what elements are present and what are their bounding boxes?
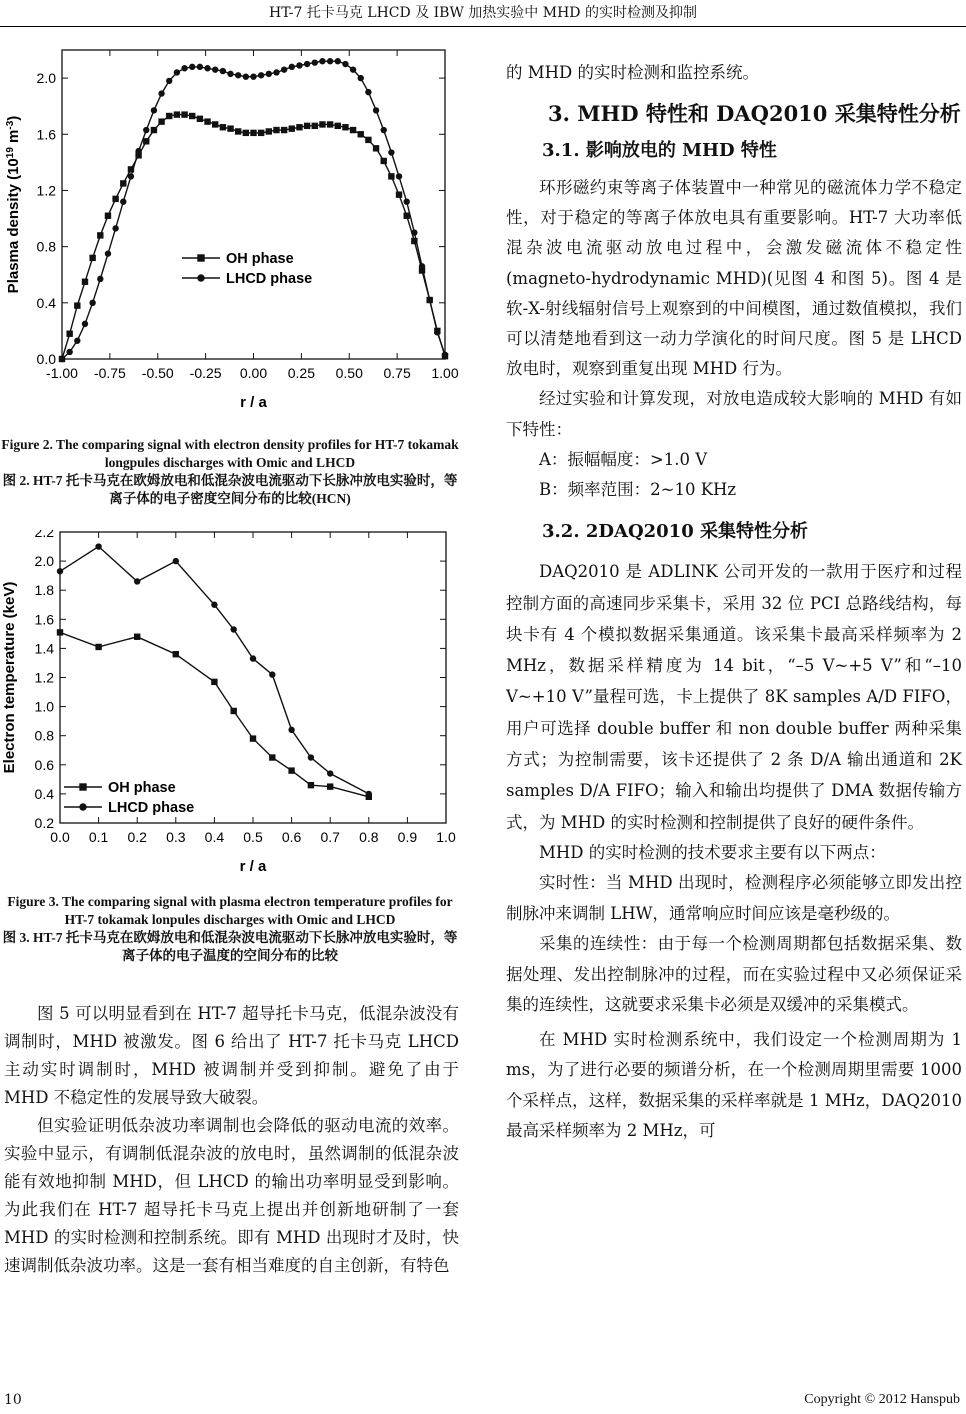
- data-point-circle: [235, 72, 241, 78]
- data-point-circle: [197, 274, 204, 281]
- legend-label: LHCD phase: [226, 271, 313, 287]
- y-tick-label: 0.8: [36, 238, 56, 255]
- data-point-circle: [243, 73, 249, 79]
- figure-3-chart: [0, 530, 470, 890]
- data-point-square: [189, 113, 195, 119]
- y-tick-label: 1.2: [34, 669, 54, 686]
- data-point-circle: [289, 64, 295, 70]
- data-point-circle: [288, 727, 294, 733]
- data-point-circle: [82, 321, 88, 327]
- x-tick-label: 0.2: [127, 829, 147, 845]
- data-point-square: [112, 196, 118, 202]
- data-point-square: [227, 125, 233, 131]
- data-point-square: [312, 123, 318, 129]
- data-point-circle: [366, 791, 372, 797]
- data-point-square: [258, 130, 264, 136]
- data-point-circle: [89, 300, 95, 306]
- y-tick-label: 1.6: [34, 611, 54, 628]
- data-point-circle: [97, 276, 103, 282]
- copyright: Copyright © 2012 Hanspub: [804, 1392, 960, 1407]
- y-axis-label-part: ): [5, 115, 22, 121]
- x-tick-label: 0.50: [335, 365, 363, 381]
- x-tick-label: 0.0: [50, 829, 70, 845]
- data-point-square: [381, 158, 387, 164]
- x-tick-label: 0.25: [287, 365, 315, 381]
- x-axis-label: r / a: [240, 394, 267, 411]
- data-point-circle: [442, 352, 448, 358]
- section-title: 3. MHD 特性和 DAQ2010 采集特性分析: [548, 101, 961, 126]
- y-axis-label-exponent: -3: [4, 120, 16, 130]
- data-point-circle: [181, 65, 187, 71]
- data-point-circle: [211, 602, 217, 608]
- y-tick-label: 2.0: [36, 70, 56, 87]
- data-point-square: [212, 121, 218, 127]
- data-point-square: [174, 111, 180, 117]
- data-point-square: [120, 180, 126, 186]
- right-column-text: [506, 58, 962, 1147]
- x-tick-label: 0.1: [88, 829, 109, 845]
- y-tick-label: 1.8: [34, 582, 54, 599]
- x-axis-label: r / a: [239, 858, 267, 875]
- data-point-square: [151, 127, 157, 133]
- y-tick-label: 0.4: [34, 785, 54, 802]
- data-point-circle: [128, 173, 134, 179]
- data-point-circle: [419, 263, 425, 269]
- x-tick-label: -0.50: [141, 365, 174, 381]
- x-tick-label: 0.75: [383, 365, 411, 381]
- series-line: [62, 61, 445, 359]
- figure-2-chart: [0, 40, 470, 435]
- data-point-circle: [250, 655, 256, 661]
- y-tick-label: 1.0: [34, 698, 54, 715]
- data-point-square: [342, 124, 348, 130]
- data-point-circle: [227, 71, 233, 77]
- x-tick-label: 0.00: [239, 365, 268, 381]
- data-point-square: [134, 634, 140, 640]
- y-axis-label-part: Plasma density (10: [5, 158, 22, 294]
- paragraph: 的 MHD 的实时检测和监控系统。: [506, 63, 760, 82]
- data-point-square: [158, 118, 164, 124]
- figure-3-caption: [0, 893, 460, 965]
- paragraph: 在 MHD 实时检测系统中，我们设定一个检测周期为 1 ms，为了进行必要的频谱分析，在一个检测周期里需要 1000 个采样点，这样，数据采集的采样率就是 1 MHz，DAQ2010 最高采样频率为 2 MHz，可: [506, 1029, 962, 1141]
- data-point-circle: [112, 225, 118, 231]
- x-tick-label: 0.7: [320, 829, 340, 845]
- paragraph: 经过实验和计算发现，对放电造成较大影响的 MHD 有如下特性：: [506, 389, 962, 439]
- x-tick-label: 0.8: [359, 829, 379, 845]
- data-point-square: [79, 783, 86, 790]
- data-point-circle: [134, 578, 140, 584]
- data-point-square: [396, 191, 402, 197]
- data-point-circle: [79, 803, 86, 810]
- data-point-circle: [434, 329, 440, 335]
- left-column-text: [4, 1000, 459, 1280]
- data-point-circle: [105, 250, 111, 256]
- data-point-square: [335, 123, 341, 129]
- series-line: [60, 632, 369, 796]
- series-line: [60, 547, 369, 794]
- property-b: B：频率范围：2~10 KHz: [539, 480, 737, 500]
- legend-label: OH phase: [108, 780, 176, 796]
- data-point-square: [57, 629, 63, 635]
- data-point-square: [173, 651, 179, 657]
- y-tick-label: 0.8: [34, 727, 54, 744]
- data-point-square: [231, 708, 237, 714]
- x-tick-label: 0.3: [166, 829, 186, 845]
- data-point-circle: [273, 69, 279, 75]
- data-point-circle: [373, 107, 379, 113]
- data-point-circle: [396, 173, 402, 179]
- data-point-square: [66, 331, 72, 337]
- data-point-square: [166, 113, 172, 119]
- data-point-circle: [220, 68, 226, 74]
- data-point-circle: [296, 62, 302, 68]
- y-axis-label: [5, 116, 23, 294]
- x-tick-label: 0.9: [397, 829, 418, 845]
- data-point-square: [266, 128, 272, 134]
- data-point-circle: [404, 198, 410, 204]
- data-point-circle: [189, 64, 195, 70]
- data-point-circle: [57, 568, 63, 574]
- data-point-square: [250, 735, 256, 741]
- running-header: HT-7 托卡马克 LHCD 及 IBW 加热实验中 MHD 的实时检测及抑制: [269, 5, 697, 21]
- data-point-square: [181, 111, 187, 117]
- data-point-circle: [358, 75, 364, 81]
- data-point-circle: [269, 671, 275, 677]
- x-tick-label: -0.25: [189, 365, 222, 381]
- paragraph: MHD 的实时检测的技术要求主要有以下两点：: [539, 842, 886, 862]
- data-point-circle: [204, 65, 210, 71]
- data-point-circle: [304, 61, 310, 67]
- data-point-circle: [66, 349, 72, 355]
- data-point-circle: [174, 69, 180, 75]
- data-point-square: [327, 783, 333, 789]
- data-point-circle: [411, 229, 417, 235]
- legend-label: LHCD phase: [108, 800, 195, 816]
- data-point-circle: [388, 149, 394, 155]
- data-point-square: [220, 124, 226, 130]
- data-point-circle: [266, 71, 272, 77]
- data-point-square: [89, 255, 95, 261]
- data-point-square: [304, 123, 310, 129]
- data-point-circle: [381, 127, 387, 133]
- figure-3-caption-en: Figure 3. The comparing signal with plasma electron temperature profiles for HT-7 tokamak lonpules discharges with Omic and LHCD: [7, 894, 453, 927]
- y-tick-label: 2.0: [34, 553, 54, 570]
- data-point-circle: [350, 66, 356, 72]
- data-point-circle: [95, 543, 101, 549]
- data-point-circle: [312, 59, 318, 65]
- data-point-square: [273, 127, 279, 133]
- data-point-square: [269, 754, 275, 760]
- data-point-circle: [308, 754, 314, 760]
- data-point-circle: [319, 58, 325, 64]
- paragraph: 图 5 可以明显看到在 HT-7 超导托卡马克，低混杂波没有调制时，MHD 被激发。图 6 给出了 HT-7 托卡马克 LHCD 主动实时调制时，MHD 被调制并受到抑制。避免了由于 MHD 不稳定性的发展导致大破裂。: [4, 1004, 459, 1107]
- y-tick-label: 0.4: [36, 294, 56, 311]
- property-a: A：振幅幅度：>1.0 V: [539, 449, 708, 469]
- data-point-circle: [74, 338, 80, 344]
- data-point-square: [281, 127, 287, 133]
- data-point-circle: [166, 78, 172, 84]
- y-tick-label: 2.2: [34, 530, 54, 540]
- data-point-square: [327, 121, 333, 127]
- data-point-circle: [135, 148, 141, 154]
- x-tick-label: 0.4: [204, 829, 225, 845]
- paragraph: 但实验证明低杂波功率调制也会降低的驱动电流的效率。实验中显示，有调制低混杂波的放电时，虽然调制的低混杂波能有效地抑制 MHD，但 LHCD 的输出功率明显受到影响。为此我们在 HT-7 超导托卡马克上提出并创新地研制了一套 MHD 的实时检测和控制系统。即有 MHD 出现时才及时，快速调制低杂波功率。这是一套有相当难度的自主创新，有特色: [4, 1116, 459, 1275]
- legend-label: OH phase: [226, 251, 294, 267]
- x-tick-label: 1.00: [431, 365, 459, 381]
- data-point-square: [105, 213, 111, 219]
- data-point-square: [211, 679, 217, 685]
- data-point-square: [74, 302, 80, 308]
- data-point-square: [358, 131, 364, 137]
- data-point-circle: [158, 90, 164, 96]
- data-point-square: [296, 124, 302, 130]
- data-point-square: [350, 127, 356, 133]
- paragraph: 采集的连续性：由于每一个检测周期都包括数据采集、数据处理、发出控制脉冲的过程，而在实验过程中又必须保证采集的连续性，这就要求采集卡必须是双缓冲的采集模式。: [506, 934, 962, 1015]
- x-tick-label: -0.75: [93, 365, 126, 381]
- x-tick-label: 0.5: [243, 829, 263, 845]
- figure-3-caption-zh: 图 3. HT-7 托卡马克在欧姆放电和低混杂波电流驱动下长脉冲放电实验时，等离子体的电子温度的空间分布的比较: [2, 930, 458, 963]
- y-axis-label: Electron temperature (keV): [1, 581, 18, 774]
- data-point-circle: [342, 61, 348, 67]
- paragraph: 环形磁约束等离子体装置中一种常见的磁流体力学不稳定性，对于稳定的等离子体放电具有重要影响。HT-7 大功率低混杂波电流驱动放电过程中，会激发磁流体不稳定性(magneto-hydrodynamic MHD)(见图 4 和图 5)。图 4 是软-X-射线辐射信号上观察到的中间模图，通过数值模拟，我们可以清楚地看到这一动力学演化的时间尺度。图 5 是 LHCD 放电时，观察到重复出现 MHD 行为。: [506, 178, 962, 379]
- density-profile-chart: [0, 40, 470, 435]
- data-point-square: [143, 138, 149, 144]
- data-point-square: [95, 644, 101, 650]
- data-point-square: [289, 125, 295, 131]
- y-axis-label-part: m: [5, 129, 22, 148]
- data-point-circle: [231, 626, 237, 632]
- data-point-square: [373, 145, 379, 151]
- data-point-circle: [197, 64, 203, 70]
- y-tick-label: 0.6: [34, 756, 54, 773]
- data-point-square: [197, 116, 203, 122]
- figure-2-caption-zh: 图 2. HT-7 托卡马克在欧姆放电和低混杂波电流驱动下长脉冲放电实验时，等离子体的电子密度空间分布的比较(HCN): [2, 473, 458, 506]
- series-line: [62, 115, 445, 359]
- data-point-square: [197, 254, 204, 261]
- data-point-square: [97, 232, 103, 238]
- data-point-circle: [327, 770, 333, 776]
- data-point-circle: [120, 198, 126, 204]
- data-point-circle: [212, 66, 218, 72]
- x-tick-label: -1.00: [46, 365, 78, 381]
- data-point-square: [204, 118, 210, 124]
- data-point-circle: [250, 73, 256, 79]
- data-point-square: [365, 137, 371, 143]
- y-tick-label: 0.0: [36, 351, 56, 367]
- data-point-circle: [151, 107, 157, 113]
- data-point-circle: [173, 558, 179, 564]
- data-point-square: [288, 767, 294, 773]
- subsection-title: 3.2. 2DAQ2010 采集特性分析: [542, 521, 808, 543]
- data-point-square: [308, 782, 314, 788]
- data-point-circle: [258, 72, 264, 78]
- x-tick-label: 1.0: [436, 829, 456, 845]
- x-tick-label: 0.6: [281, 829, 302, 845]
- data-point-circle: [143, 127, 149, 133]
- subsection-title: 3.1. 影响放电的 MHD 特性: [542, 140, 777, 161]
- y-tick-label: 1.2: [36, 182, 56, 199]
- data-point-square: [388, 173, 394, 179]
- data-point-square: [250, 130, 256, 136]
- y-tick-label: 0.2: [34, 815, 54, 831]
- page-number: 10: [4, 1392, 22, 1408]
- data-point-circle: [59, 356, 65, 362]
- data-point-circle: [335, 58, 341, 64]
- data-point-circle: [426, 297, 432, 303]
- data-point-circle: [365, 89, 371, 95]
- data-point-square: [243, 130, 249, 136]
- figure-2-caption: [0, 436, 460, 508]
- data-point-circle: [327, 58, 333, 64]
- paragraph: DAQ2010 是 ADLINK 公司开发的一款用于医疗和过程控制方面的高速同步采集卡，采用 32 位 PCI 总路线结构，每块卡有 4 个模拟数据采集通道。该采集卡最高采样频率为 2 MHz，数据采样精度为 14 bit，“–5 V~+5 V”和“–10 V~+10 V”量程可选，卡上提供了 8K samples A/D FIFO，用户可选择 double buffer 和 non double buffer 两种采集方式；为控制需要，该卡还提供了 2 条 D/A 输出通道和 2K samples D/A FIFO；输入和输出均提供了 DMA 数据传输方式，为 MHD 的实时检测和控制提供了良好的硬件条件。: [506, 562, 962, 832]
- data-point-square: [82, 279, 88, 285]
- figure-2-caption-en: Figure 2. The comparing signal with electron density profiles for HT-7 tokamak longpules discharges with Omic and LHCD: [1, 437, 459, 470]
- y-tick-label: 1.6: [36, 126, 56, 143]
- paragraph: 实时性：当 MHD 出现时，检测程序必须能够立即发出控制脉冲来调制 LHW，通常响应时间应该是毫秒级的。: [506, 873, 962, 923]
- plot-frame: [62, 50, 445, 359]
- data-point-square: [319, 121, 325, 127]
- data-point-circle: [281, 66, 287, 72]
- y-axis-label-exponent: 19: [4, 147, 16, 159]
- data-point-square: [235, 128, 241, 134]
- y-tick-label: 1.4: [34, 640, 54, 657]
- temperature-profile-chart: [0, 530, 470, 890]
- header-rule: [0, 26, 966, 27]
